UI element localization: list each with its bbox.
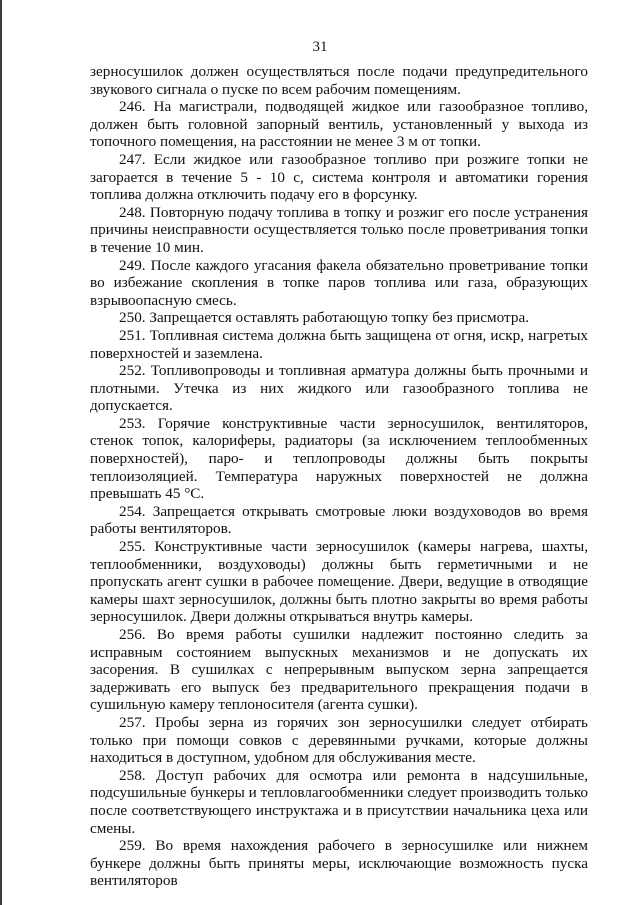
paragraph-247: 247. Если жидкое или газообразное топливо при розжиге топки не загорается в течение 5 - 10 с, система контроля и автоматики горения топлива должна отключить подачу его в форсунку. bbox=[90, 150, 588, 204]
paragraph-continuation: зерносушилок должен осуществляться после подачи предупредительного звукового сигнала о пуске по всем рабочим помещениям. bbox=[90, 63, 588, 98]
paragraph-256: 256. Во время работы сушилки надлежит постоянно следить за исправным состоянием выпускных механизмов и не допускать их засорения. В сушилках с непрерывным выпуском зерна запрещается задерживать его выпуск без предварительного прекращения подачи в сушильную камеру теплоносителя (агента сушки). bbox=[90, 626, 588, 714]
paragraph-249: 249. После каждого угасания факела обязательно проветривание топки во избежание скопления в топке паров топлива или газа, образующих взрывоопасную смесь. bbox=[90, 256, 588, 309]
paragraph-258: 258. Доступ рабочих для осмотра или ремонта в надсушильные, подсушильные бункеры и тепловлагообменники следует производить только после соответствующего инструктажа и в присутствии начальника цеха или смены. bbox=[90, 766, 588, 837]
paragraph-246: 246. На магистрали, подводящей жидкое или газообразное топливо, должен быть головной запорный вентиль, установленный у выхода из топочного помещения, на расстоянии не менее 3 м от топки. bbox=[90, 98, 588, 151]
paragraph-250: 250. Запрещается оставлять работающую топку без присмотра. bbox=[119, 309, 529, 327]
paragraph-252: 252. Топливопроводы и топливная арматура должны быть прочными и плотными. Утечка из них жидкого или газообразного топлива не допускается. bbox=[90, 362, 588, 415]
page-number: 31 bbox=[312, 39, 328, 55]
scan-edge-shadow bbox=[0, 0, 2, 905]
paragraph-248: 248. Повторную подачу топлива в топку и розжиг его после устранения причины неисправности осуществляется только после проветривания топки в течение 10 мин. bbox=[90, 203, 588, 256]
paragraph-254: 254. Запрещается открывать смотровые люки воздуховодов во время работы вентиляторов. bbox=[90, 502, 588, 538]
document-body bbox=[90, 63, 588, 890]
paragraph-257: 257. Пробы зерна из горячих зон зерносушилки следует отбирать только при помощи совков с деревянными ручками, которые должны находиться в доступном, удобном для обслуживания месте. bbox=[90, 713, 588, 767]
paragraph-251: 251. Топливная система должна быть защищена от огня, искр, нагретых поверхностей и заземлена. bbox=[90, 326, 588, 362]
paragraph-259: 259. Во время нахождения рабочего в зерносушилке или нижнем бункере должны быть приняты меры, исключающие возможность пуска вентиляторов bbox=[90, 837, 588, 890]
paragraph-253: 253. Горячие конструктивные части зерносушилок, вентиляторов, стенок топок, калориферы, радиаторы (за исключением теплообменных поверхностей), паро- и теплопроводы должны быть покрыты теплоизоляцией. Температура наружных поверхностей не должна превышать 45 °С. bbox=[90, 414, 588, 503]
paragraph-255: 255. Конструктивные части зерносушилок (камеры нагрева, шахты, теплообменники, воздуховоды) должны быть герметичными и не пропускать агент сушки в рабочее помещение. Двери, ведущие в отводящие камеры шахт зерносушилок, должны быть плотно закрыты во время работы зерносушилок. Двери должны открываться внутрь камеры. bbox=[90, 538, 588, 626]
